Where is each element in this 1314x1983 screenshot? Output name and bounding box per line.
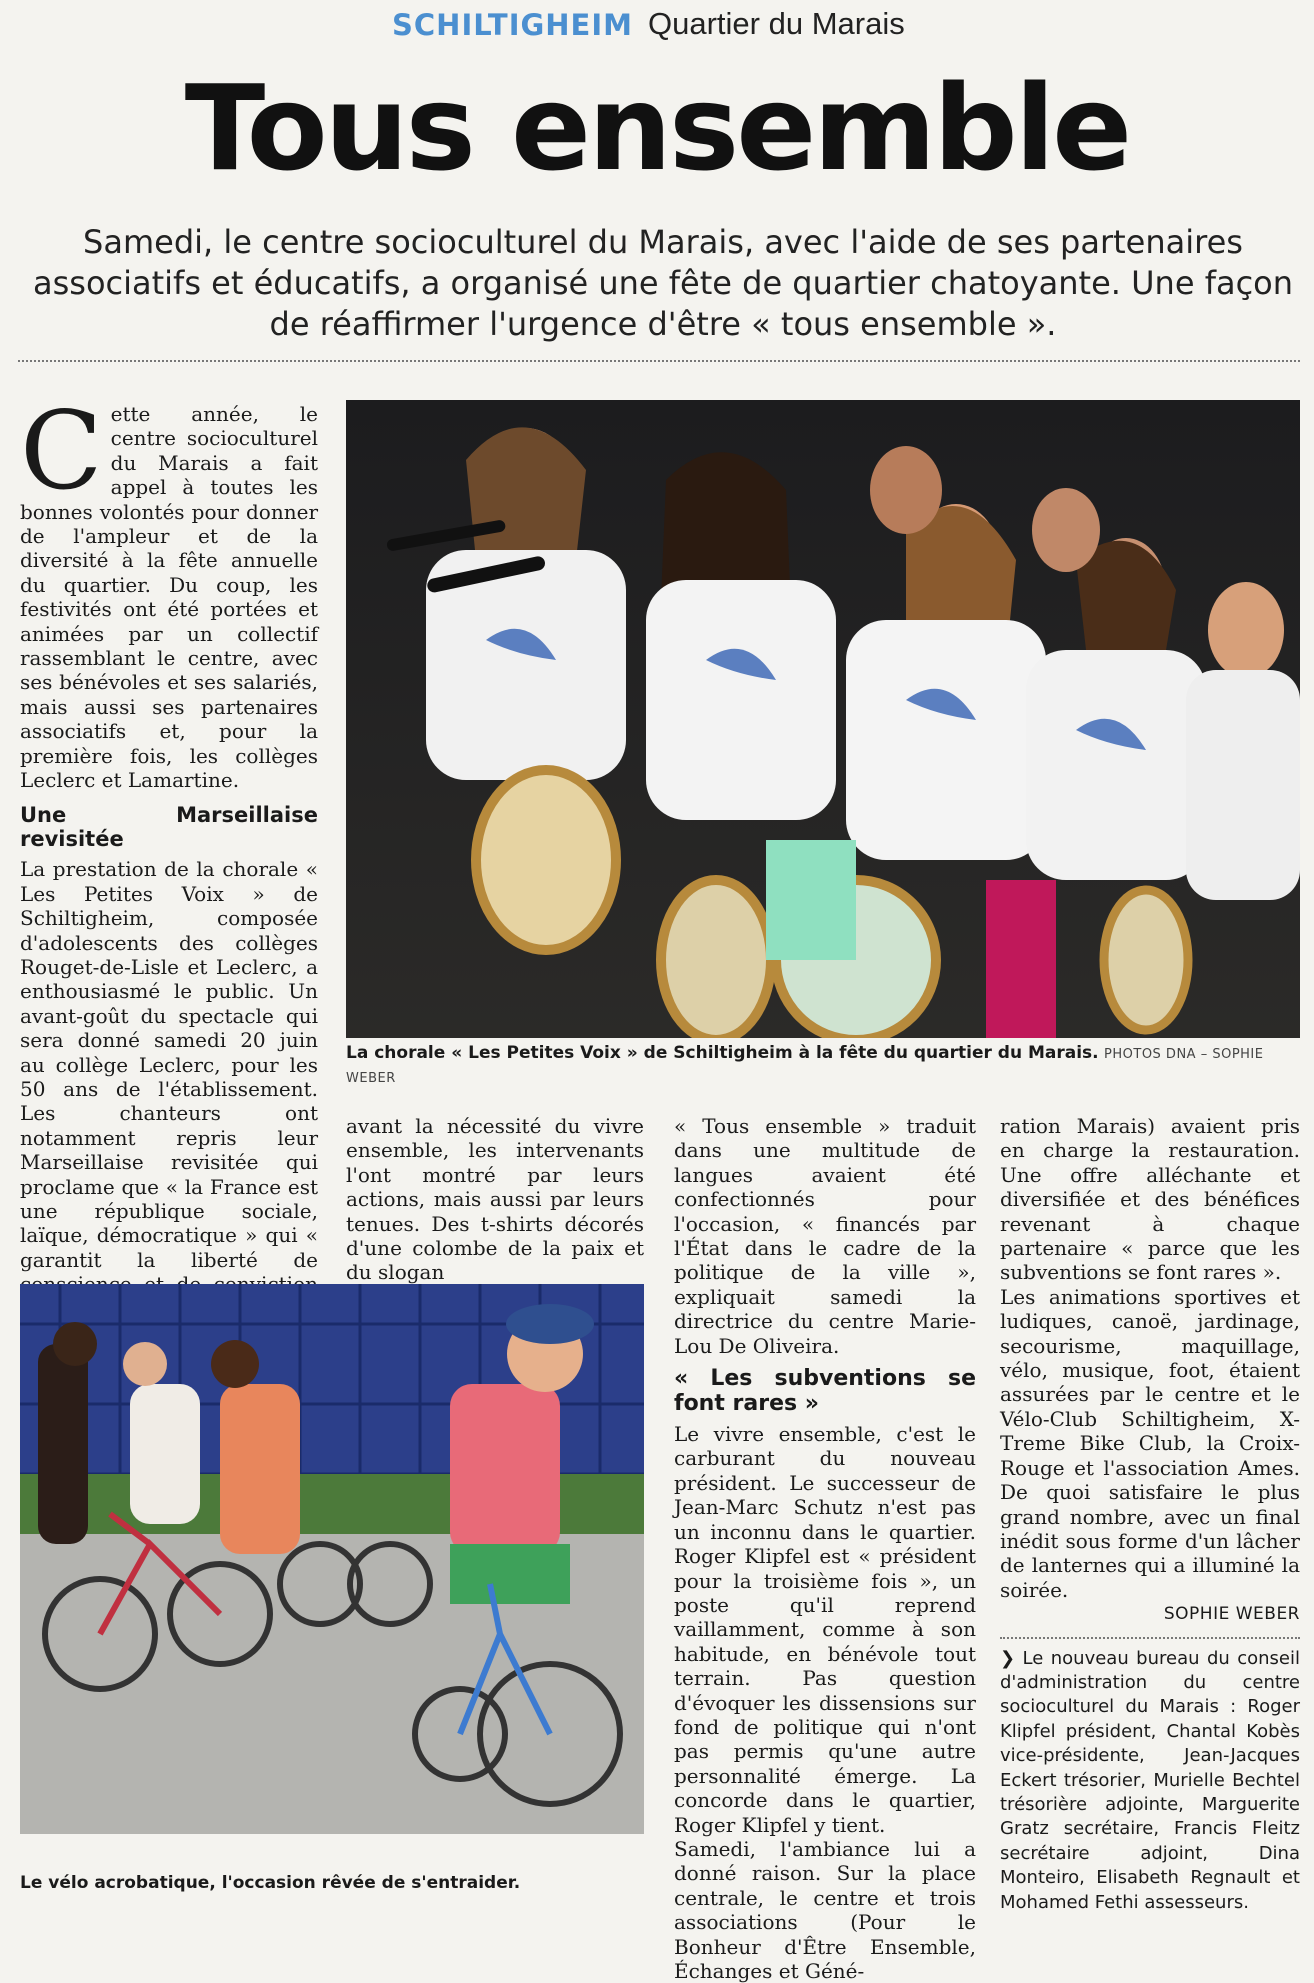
drop-cap: C bbox=[20, 389, 103, 514]
author-byline: SOPHIE WEBER bbox=[1163, 1604, 1300, 1625]
arrow-icon: ❯ bbox=[1000, 1647, 1016, 1669]
section-city: SCHILTIGHEIM bbox=[392, 8, 634, 42]
body-paragraph: La prestation de la chorale « Les Petites Voix » de Schiltigheim, composée d'adolescents des collèges Rouget-de-Lisle et Leclerc, a enthousiasmé le public. Un avant-goût du spectacle qui sera donné samedi 20 juin au collège Leclerc, pour les 50 ans de l'établissement. Les chanteurs ont notamment repris leur Marseillaise revisitée qui proclame que « la France est une république sociale, laïque, démocratique » qui « garantit la liberté de bbox=[20, 857, 318, 1272]
headline: Tous ensemble bbox=[184, 59, 1130, 197]
column-4 bbox=[1000, 1114, 1300, 1915]
column-1 bbox=[20, 389, 318, 1345]
body-paragraph: ration Marais) avaient pris en charge la restauration. Une offre alléchante et diversifiée et des bénéfices revenant à chaque partenaire « parce que les subventions se font rares ». bbox=[1000, 1114, 1300, 1285]
info-box-text: Le nouveau bureau du conseil d'administration du centre socioculturel du Marais : Roger Klipfel président, Chantal Kobès vice-présidente, Jean-Jacques Eckert trésorier, Murielle Bechtel trésorière adjointe, Marguerite Gratz secrétaire, Francis Fleitz secrétaire adjoint, Dina Monteiro, Elisabeth Regnault et Mohamed Fethi assesseurs. bbox=[1000, 1647, 1300, 1913]
column-3 bbox=[674, 1114, 976, 1983]
dotted-divider bbox=[18, 360, 1300, 362]
body-paragraph: avant la nécessité du vivre ensemble, les intervenants l'ont montré par leurs actions, mais aussi par leurs tenues. Des t-shirts décorés d'une colombe de la paix et du slogan bbox=[346, 1114, 644, 1285]
info-box bbox=[1000, 1647, 1300, 1915]
column-2 bbox=[346, 1114, 644, 1285]
choir-photo bbox=[346, 400, 1300, 1038]
bike-caption: Le vélo acrobatique, l'occasion rêvée de s'entraider. bbox=[20, 1873, 521, 1893]
box-divider bbox=[1000, 1637, 1300, 1639]
choir-caption bbox=[346, 1042, 1300, 1090]
body-paragraph: « Tous ensemble » traduit dans une multitude de langues avaient été confectionnés pour l'occasion, « financés par l'État dans le cadre de la politique de la ville », expliquait samedi la directrice du centre Marie-Lou De Oliveira. bbox=[674, 1114, 976, 1358]
subheading: Une Marseillaise revisitée bbox=[20, 802, 318, 851]
subheading: « Les subventions se font rares » bbox=[674, 1366, 976, 1417]
body-paragraph: Les animations sportives et ludiques, canoë, jardinage, secourisme, maquillage, vélo, musique, foot, étaient assurées par le centre et le Vélo-Club Schiltigheim, X-Treme Bike Club, la Croix-Rouge et l'association Ames. De quoi satisfaire le plus grand nombre, avec un final inédit sous forme d'un lâcher de lanternes qui a illuminé la soirée. bbox=[1000, 1284, 1300, 1602]
section-area: Quartier du Marais bbox=[648, 6, 905, 41]
body-paragraph: ette année, le centre socioculturel du Marais a fait appel à toutes les bonnes volontés pour donner de l'ampleur et de la diversité à la fête annuelle du quartier. Du coup, les festivités ont été portées et animées par un collectif rassemblant le centre, avec ses bénévoles et ses salariés, mais aussi ses partenaires associatifs et, pour la première fois, les collèges Leclerc et Lamartine. bbox=[20, 402, 318, 793]
bike-photo bbox=[20, 1284, 644, 1834]
lead-paragraph: Samedi, le centre socioculturel du Marais, avec l'aide de ses partenaires associatifs et éducatifs, a organisé une fête de quartier chatoyante. Une façon de réaffirmer l'urgence d'être « tous ensemble ». bbox=[32, 223, 1294, 343]
body-paragraph: Samedi, l'ambiance lui a donné raison. Sur la place centrale, le centre et trois associations (Pour le Bonheur d'Être Ensemble, Échanges et Géné- bbox=[674, 1836, 976, 1983]
caption-text: La chorale « Les Petites Voix » de Schiltigheim à la fête du quartier du Marais. bbox=[346, 1043, 1099, 1063]
body-paragraph: Le vivre ensemble, c'est le carburant du nouveau président. Le successeur de Jean-Marc Schutz n'est pas un inconnu dans le quartier. Roger Klipfel est « président pour la troisième fois », un poste qu'il reprend vaillamment, comme à son habitude, en bénévole tout terrain. Pas question d'évoquer les dissensions sur fond de politique qui n'ont pas permis qu'une autre personnalité émerge. La concorde dans le quartier, Roger Klipfel y tient. bbox=[674, 1422, 976, 1837]
photo-credit: PHOTOS DNA – SOPHIE WEBER bbox=[346, 1047, 1264, 1086]
